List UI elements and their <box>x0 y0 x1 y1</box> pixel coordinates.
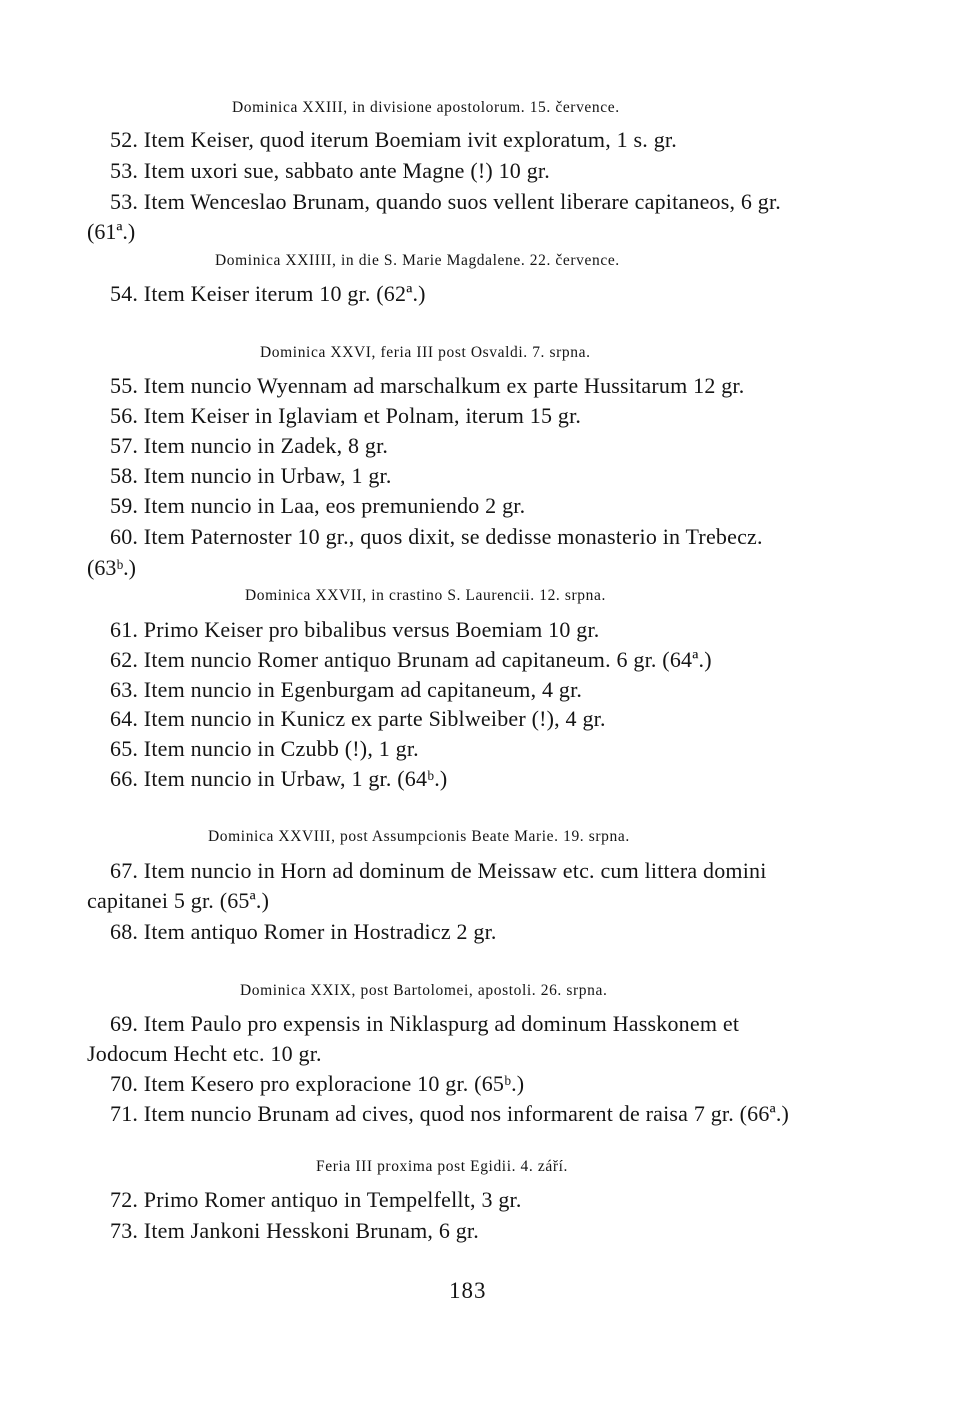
entry-line: 72. Primo Romer antiquo in Tempelfellt, 3 gr. <box>110 1187 522 1212</box>
entry-line: 70. Item Kesero pro exploracione 10 gr. (65ᵇ.) <box>110 1071 525 1096</box>
entry-line: 68. Item antiquo Romer in Hostradicz 2 gr. <box>110 919 497 944</box>
entry-line: 59. Item nuncio in Laa, eos premuniendo 2 gr. <box>110 493 526 518</box>
entry-line: 56. Item Keiser in Iglaviam et Polnam, iterum 15 gr. <box>110 403 582 428</box>
section-heading: Dominica XXVII, in crastino S. Laurencii. 12. srpna. <box>245 587 606 604</box>
entry-line: 66. Item nuncio in Urbaw, 1 gr. (64ᵇ.) <box>110 766 448 791</box>
entry-line: 57. Item nuncio in Zadek, 8 gr. <box>110 433 389 458</box>
section-heading: Feria III proxima post Egidii. 4. září. <box>316 1158 568 1175</box>
entry-line: 58. Item nuncio in Urbaw, 1 gr. <box>110 463 392 488</box>
entry-line: 60. Item Paternoster 10 gr., quos dixit, se dedisse monasterio in Trebecz. <box>110 524 763 549</box>
entry-line: 53. Item Wenceslao Brunam, quando suos vellent liberare capitaneos, 6 gr. <box>110 189 782 214</box>
entry-line: 63. Item nuncio in Egenburgam ad capitaneum, 4 gr. <box>110 677 583 702</box>
section-heading: Dominica XXIIII, in die S. Marie Magdalene. 22. července. <box>215 252 620 269</box>
entry-line: Jodocum Hecht etc. 10 gr. <box>87 1041 322 1066</box>
folio-marker: (61ª.) <box>87 219 136 244</box>
section-heading: Dominica XXVI, feria III post Osvaldi. 7. srpna. <box>260 344 591 361</box>
entry-line: 65. Item nuncio in Czubb (!), 1 gr. <box>110 736 419 761</box>
entry-line: 54. Item Keiser iterum 10 gr. (62ª.) <box>110 281 426 306</box>
entry-line: 52. Item Keiser, quod iterum Boemiam ivit exploratum, 1 s. gr. <box>110 127 677 152</box>
folio-marker: (63ᵇ.) <box>87 555 136 580</box>
entry-line: 67. Item nuncio in Horn ad dominum de Meissaw etc. cum littera domini <box>110 858 767 883</box>
entry-line: 62. Item nuncio Romer antiquo Brunam ad capitaneum. 6 gr. (64ª.) <box>110 647 712 672</box>
section-heading: Dominica XXIII, in divisione apostolorum. 15. července. <box>232 99 620 116</box>
section-heading: Dominica XXIX, post Bartolomei, apostoli. 26. srpna. <box>240 982 608 999</box>
entry-line: 61. Primo Keiser pro bibalibus versus Boemiam 10 gr. <box>110 617 600 642</box>
entry-line: 55. Item nuncio Wyennam ad marschalkum ex parte Hussitarum 12 gr. <box>110 373 745 398</box>
entry-line: 71. Item nuncio Brunam ad cives, quod nos informarent de raisa 7 gr. (66ª.) <box>110 1101 790 1126</box>
entry-line: capitanei 5 gr. (65ª.) <box>87 888 270 913</box>
entry-line: 69. Item Paulo pro expensis in Niklaspurg ad dominum Hasskonem et <box>110 1011 740 1036</box>
section-heading: Dominica XXVIII, post Assumpcionis Beate Marie. 19. srpna. <box>208 828 630 845</box>
page-number: 183 <box>449 1278 487 1303</box>
entry-line: 64. Item nuncio in Kunicz ex parte Siblweiber (!), 4 gr. <box>110 706 606 731</box>
entry-line: 73. Item Jankoni Hesskoni Brunam, 6 gr. <box>110 1218 479 1243</box>
entry-line: 53. Item uxori sue, sabbato ante Magne (!) 10 gr. <box>110 158 550 183</box>
